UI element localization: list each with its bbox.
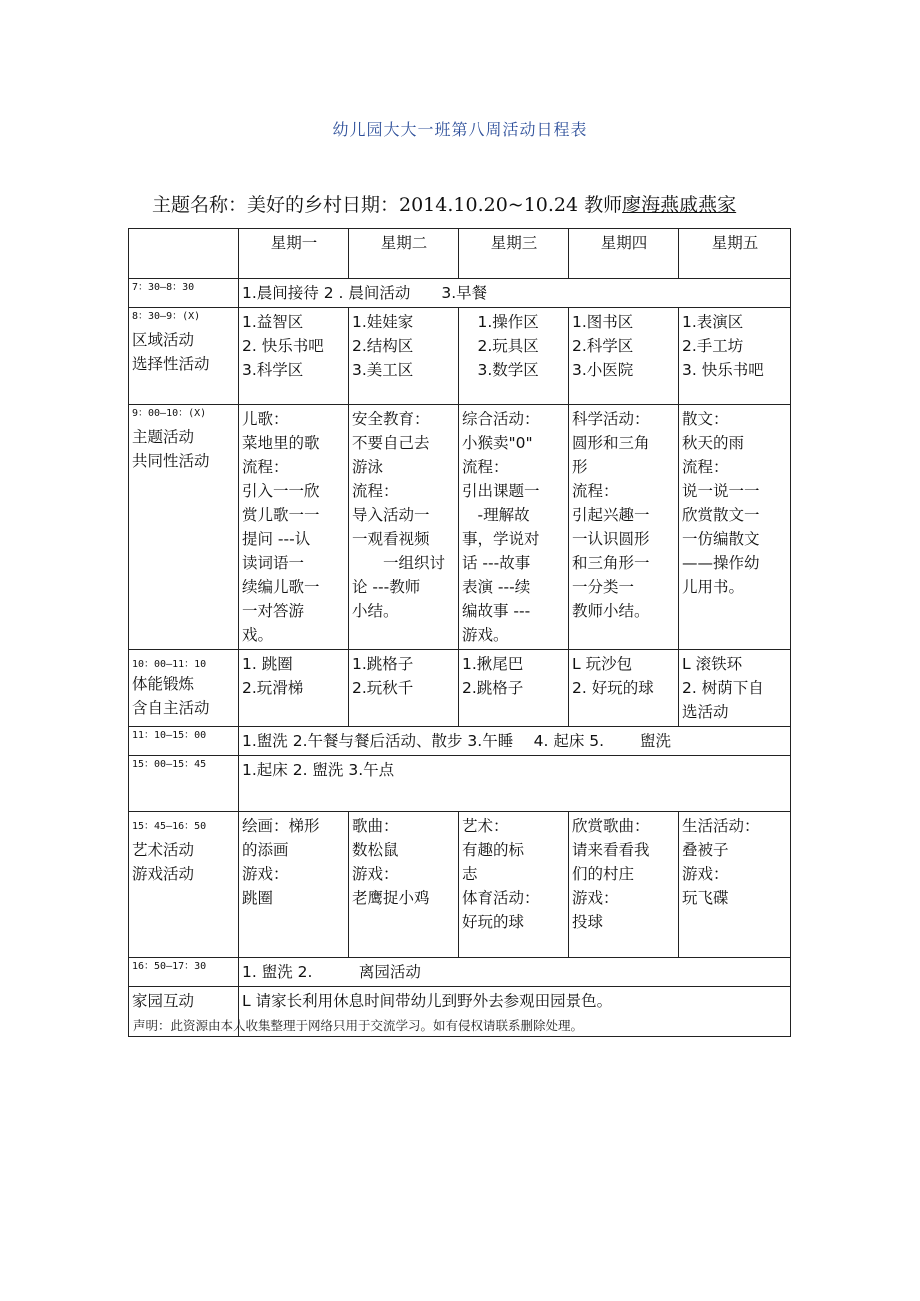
cell-line: 游戏：	[352, 865, 399, 883]
cell-line: 3.数学区	[462, 361, 539, 379]
row-morning	[129, 279, 791, 308]
day-cell	[239, 308, 349, 405]
cell-line: 读词语一	[242, 554, 305, 572]
cell-line: 数松鼠	[352, 841, 399, 859]
cell-line: -理解故	[462, 506, 530, 524]
cell-line: 有趣的标	[462, 841, 525, 859]
time-cell	[129, 308, 239, 405]
cell-line: 戏。	[242, 626, 274, 644]
cell-line: 1.表演区	[682, 313, 744, 331]
day-cell	[459, 812, 569, 958]
day-tuesday: 星期二	[349, 229, 459, 279]
cell-line: 1.揪尾巴	[462, 655, 524, 673]
day-cell	[239, 405, 349, 650]
cell-line: 欣赏散文一	[682, 506, 760, 524]
time-label: 9：00—10：(X)	[132, 408, 207, 419]
time-cell	[129, 650, 239, 727]
activity-label: 选择性活动	[132, 355, 210, 373]
cell-line: 流程：	[682, 458, 729, 476]
cell-line: 流程：	[572, 482, 619, 500]
cell-line: 3.美工区	[352, 361, 414, 379]
time-label: 11：10—15：00	[132, 730, 207, 741]
cell-line: 的添画	[242, 841, 289, 859]
cell-line: 引出课题一	[462, 482, 540, 500]
cell-line: 玩飞碟	[682, 889, 729, 907]
activity-label: 游戏活动	[132, 865, 195, 883]
cell-line: 1.益智区	[242, 313, 304, 331]
cell-line: 1.图书区	[572, 313, 634, 331]
cell-line: 体育活动：	[462, 889, 540, 907]
cell-line: 教师小结。	[572, 602, 650, 620]
cell-line: 提问 ---认	[242, 530, 311, 548]
activity-label: 体能锻炼	[132, 675, 195, 693]
cell-line: 游戏：	[572, 889, 619, 907]
day-cell	[459, 650, 569, 727]
cell-line: 好玩的球	[462, 913, 525, 931]
schedule-table	[128, 228, 791, 1037]
day-cell	[349, 308, 459, 405]
day-cell	[679, 650, 791, 727]
cell-line: 2.跳格子	[462, 679, 524, 697]
row-midday	[129, 727, 791, 756]
cell-line: 流程：	[242, 458, 289, 476]
cell-line: 续编儿歌一	[242, 578, 320, 596]
time-cell	[129, 812, 239, 958]
cell-line: 欣赏歌曲：	[572, 817, 650, 835]
time-label: 8：30—9：(X)	[132, 311, 201, 322]
cell-line: 编故事 ---	[462, 602, 531, 620]
span-content: 1. 盥洗 2. 离园活动	[239, 958, 791, 987]
day-cell	[239, 812, 349, 958]
day-cell	[239, 650, 349, 727]
cell-line: ——操作幼	[682, 554, 760, 572]
cell-line: 2.结构区	[352, 337, 414, 355]
corner-cell	[129, 229, 239, 279]
cell-line: 请来看看我	[572, 841, 650, 859]
day-cell	[679, 812, 791, 958]
cell-line: 2.玩具区	[462, 337, 539, 355]
time-label: 15：45—16：50	[132, 821, 207, 832]
time-cell	[129, 727, 239, 756]
cell-line: 3. 快乐书吧	[682, 361, 764, 379]
cell-line: 志	[462, 865, 478, 883]
cell-line: 生活活动：	[682, 817, 760, 835]
cell-line: 们的村庄	[572, 865, 635, 883]
theme-info	[152, 190, 736, 217]
span-content: 1.盥洗 2.午餐与餐后活动、散步 3.午睡 4. 起床 5. 盥洗	[239, 727, 791, 756]
cell-line: 1.跳格子	[352, 655, 414, 673]
cell-line: 歌曲：	[352, 817, 399, 835]
cell-line: 老鹰捉小鸡	[352, 889, 430, 907]
cell-line: 投球	[572, 913, 604, 931]
time-label: 7：30—8：30	[132, 282, 195, 293]
activity-label: 区域活动	[132, 331, 195, 349]
cell-line: 3.科学区	[242, 361, 304, 379]
time-cell	[129, 405, 239, 650]
cell-line: 圆形和三角	[572, 434, 650, 452]
cell-line: 秋天的雨	[682, 434, 745, 452]
cell-line: 科学活动：	[572, 410, 650, 428]
cell-line: 散文：	[682, 410, 729, 428]
cell-line: 跳圈	[242, 889, 274, 907]
cell-line: L 玩沙包	[572, 655, 633, 673]
cell-line: 表演 ---续	[462, 578, 531, 596]
cell-line: 小猴卖"0"	[462, 434, 533, 452]
span-content: 1.起床 2. 盥洗 3.午点	[239, 756, 791, 812]
cell-line: 叠被子	[682, 841, 729, 859]
page-title: 幼儿园大大一班第八周活动日程表	[332, 120, 588, 139]
activity-label: 主题活动	[132, 428, 195, 446]
cell-line: 2. 树荫下自	[682, 679, 764, 697]
cell-line: 说一说一一	[682, 482, 760, 500]
cell-line: 儿用书。	[682, 578, 745, 596]
cell-line: 一观看视频	[352, 530, 430, 548]
cell-line: 和三角形一	[572, 554, 650, 572]
row-afternoon	[129, 756, 791, 812]
row-theme	[129, 405, 791, 650]
day-cell	[569, 812, 679, 958]
activity-label: 家园互动	[132, 992, 195, 1010]
row-art	[129, 812, 791, 958]
header-row	[129, 229, 791, 279]
cell-line: 艺术：	[462, 817, 509, 835]
time-cell	[129, 958, 239, 987]
cell-line: 一认识圆形	[572, 530, 650, 548]
day-cell	[679, 308, 791, 405]
day-monday: 星期一	[239, 229, 349, 279]
cell-line: 不要自己去	[352, 434, 430, 452]
cell-line: 菜地里的歌	[242, 434, 320, 452]
row-physical	[129, 650, 791, 727]
day-cell	[569, 308, 679, 405]
cell-line: 一分类一	[572, 578, 635, 596]
cell-line: 安全教育：	[352, 410, 430, 428]
cell-line: 1. 跳圈	[242, 655, 293, 673]
teacher-names: 廖海燕戚燕家	[622, 194, 737, 216]
cell-line: 导入活动一	[352, 506, 430, 524]
cell-line: 论 ---教师	[352, 578, 421, 596]
cell-line: 3.小医院	[572, 361, 634, 379]
day-thursday: 星期四	[569, 229, 679, 279]
activity-label: 含自主活动	[132, 699, 210, 717]
cell-line: 游戏。	[462, 626, 509, 644]
time-label: 16：50—17：30	[132, 961, 207, 972]
day-friday: 星期五	[679, 229, 791, 279]
cell-line: 一仿编散文	[682, 530, 760, 548]
cell-line: 选活动	[682, 703, 729, 721]
time-cell	[129, 279, 239, 308]
day-cell	[349, 650, 459, 727]
cell-line: L 滚铁环	[682, 655, 743, 673]
day-cell	[679, 405, 791, 650]
cell-line: 2.科学区	[572, 337, 634, 355]
row-leave	[129, 958, 791, 987]
cell-line: 2.玩滑梯	[242, 679, 304, 697]
time-cell	[129, 756, 239, 812]
row-area	[129, 308, 791, 405]
cell-line: 游戏：	[682, 865, 729, 883]
day-cell	[349, 812, 459, 958]
span-content: L 请家长利用休息时间带幼儿到野外去参观田园景色。	[239, 987, 791, 1037]
activity-label: 艺术活动	[132, 841, 195, 859]
cell-line: 一组织讨	[352, 554, 446, 572]
day-cell	[569, 650, 679, 727]
span-content: 1.晨间接待 2 . 晨间活动 3.早餐	[239, 279, 791, 308]
cell-line: 一对答游	[242, 602, 305, 620]
cell-line: 小结。	[352, 602, 399, 620]
cell-line: 2. 快乐书吧	[242, 337, 324, 355]
cell-line: 2.手工坊	[682, 337, 744, 355]
activity-label: 共同性活动	[132, 452, 210, 470]
cell-line: 引入一一欣	[242, 482, 320, 500]
time-label: 10：00—11：10	[132, 659, 207, 670]
time-label: 15：00—15：45	[132, 759, 207, 770]
day-cell	[349, 405, 459, 650]
cell-line: 1.操作区	[462, 313, 539, 331]
cell-line: 话 ---故事	[462, 554, 531, 572]
disclaimer: 声明：此资源由本人收集整理于网络只用于交流学习。如有侵权请联系删除处理。	[133, 1018, 584, 1033]
cell-line: 儿歌：	[242, 410, 289, 428]
day-wednesday: 星期三	[459, 229, 569, 279]
cell-line: 2.玩秋千	[352, 679, 414, 697]
day-cell	[459, 308, 569, 405]
cell-line: 流程：	[462, 458, 509, 476]
cell-line: 游泳	[352, 458, 384, 476]
theme-info-text: 主题名称：美好的乡村日期：2014.10.20~10.24 教师	[152, 194, 623, 216]
cell-line: 综合活动：	[462, 410, 540, 428]
cell-line: 引起兴趣一	[572, 506, 650, 524]
cell-line: 1.娃娃家	[352, 313, 414, 331]
cell-line: 2. 好玩的球	[572, 679, 654, 697]
cell-line: 赏儿歌一一	[242, 506, 320, 524]
cell-line: 绘画：梯形	[242, 817, 320, 835]
day-cell	[569, 405, 679, 650]
cell-line: 流程：	[352, 482, 399, 500]
day-cell	[459, 405, 569, 650]
cell-line: 形	[572, 458, 588, 476]
cell-line: 游戏：	[242, 865, 289, 883]
cell-line: 事，学说对	[462, 530, 540, 548]
